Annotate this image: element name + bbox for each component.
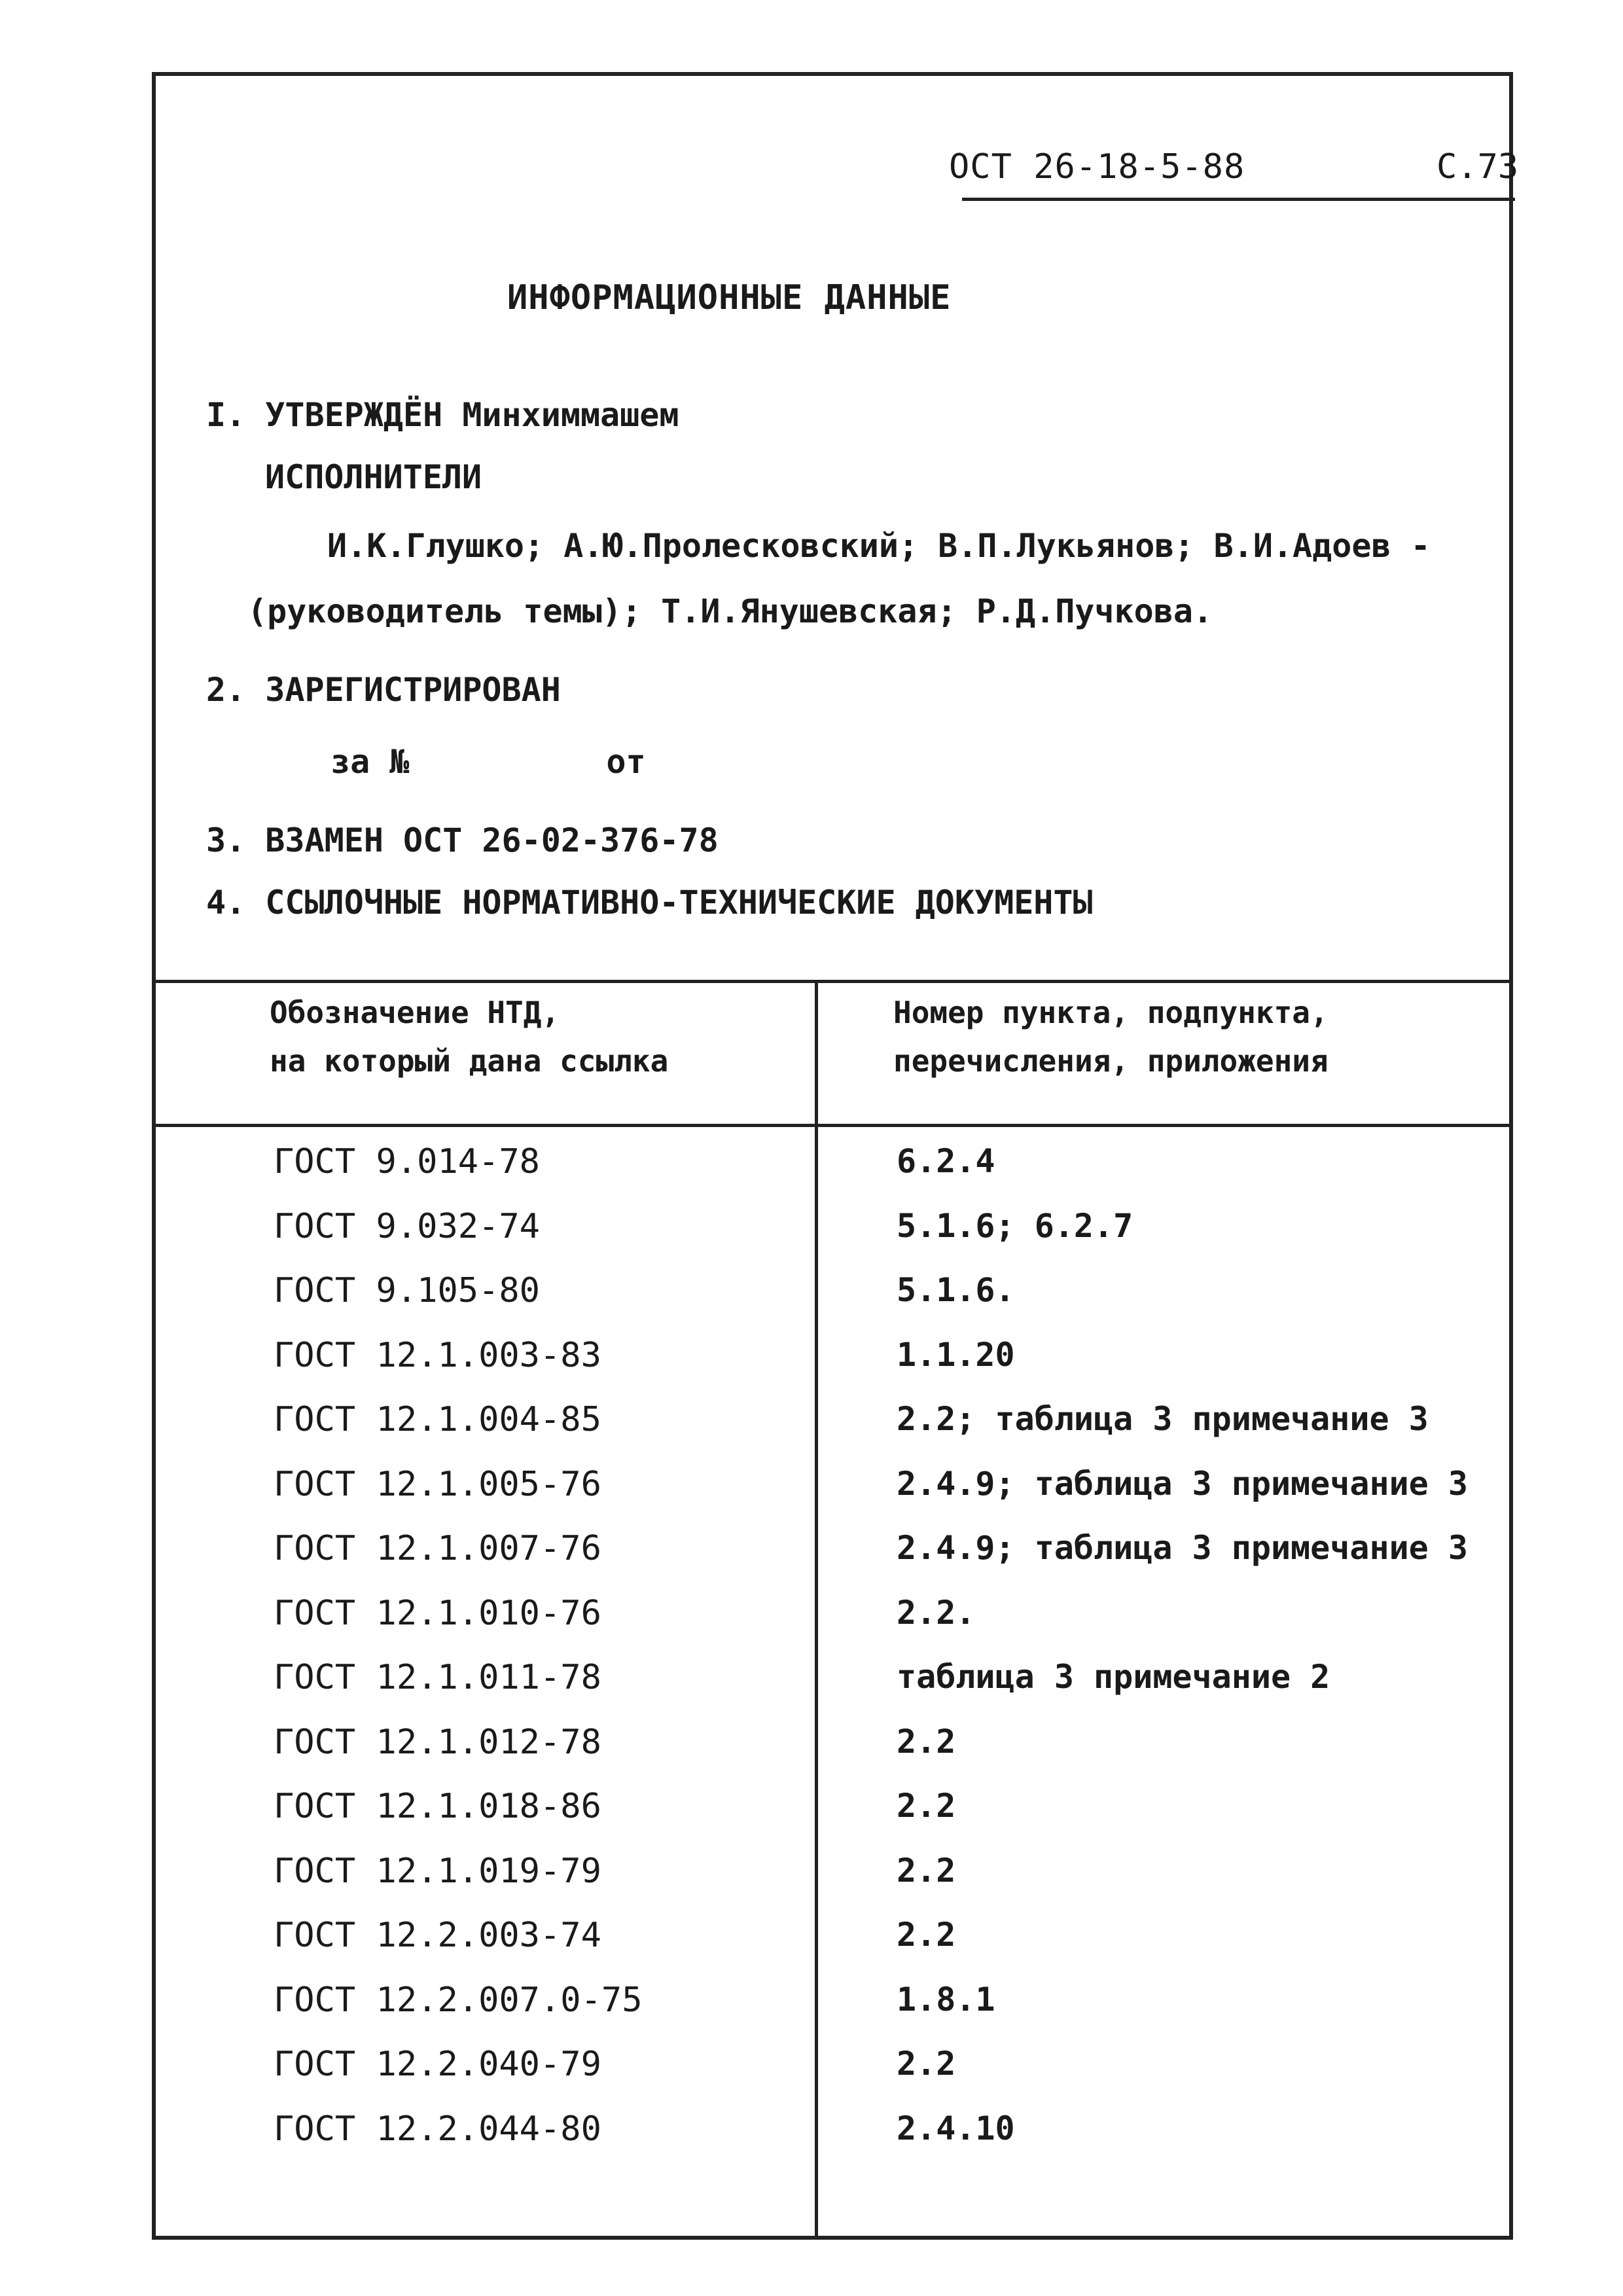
header-underline <box>962 198 1515 201</box>
ntd-designation: ГОСТ 12.1.003-83 <box>274 1335 601 1375</box>
executors-names-line1: И.К.Глушко; А.Ю.Пролесковский; В.П.Лукьянов; В.И.Адоев - <box>327 527 1431 565</box>
references-heading: 4. ССЫЛОЧНЫЕ НОРМАТИВНО-ТЕХНИЧЕСКИЕ ДОКУМЕНТЫ <box>206 884 1093 922</box>
table-row <box>0 1594 1623 1659</box>
ntd-designation: ГОСТ 12.2.040-79 <box>274 2045 601 2084</box>
ntd-designation: ГОСТ 12.2.007.0-75 <box>274 1980 643 2020</box>
table-header-ntd-line2: на который дана ссылка <box>270 1043 669 1079</box>
table-row <box>0 1787 1623 1852</box>
ntd-designation: ГОСТ 9.032-74 <box>274 1206 540 1246</box>
table-row <box>0 1336 1623 1401</box>
ntd-designation: ГОСТ 12.1.011-78 <box>274 1658 601 1697</box>
table-row <box>0 1852 1623 1916</box>
table-header-clause-line2: перечисления, приложения <box>893 1043 1329 1079</box>
ntd-designation: ГОСТ 12.1.007-76 <box>274 1529 601 1568</box>
page-title: ИНФОРМАЦИОННЫЕ ДАННЫЕ <box>507 278 952 317</box>
table-row <box>0 2109 1623 2174</box>
table-row <box>0 2045 1623 2109</box>
table-header-bottom-border <box>152 1124 1513 1127</box>
table-header-clause <box>893 988 1329 1085</box>
table-row <box>0 1658 1623 1723</box>
table-top-border <box>152 980 1513 983</box>
registration-number-line: за № от <box>330 743 646 781</box>
ntd-designation: ГОСТ 12.1.004-85 <box>274 1400 601 1439</box>
table-header-ntd-line1: Обозначение НТД, <box>270 995 560 1030</box>
clause-reference: 2.4.9; таблица 3 примечание 3 <box>897 1529 1468 1567</box>
registered-line: 2. ЗАРЕГИСТРИРОВАН <box>206 671 561 709</box>
ntd-designation: ГОСТ 12.1.010-76 <box>274 1593 601 1633</box>
table-row <box>0 1981 1623 2045</box>
ntd-designation: ГОСТ 12.1.019-79 <box>274 1851 601 1891</box>
page-number: С.73 <box>1436 147 1519 187</box>
clause-reference: таблица 3 примечание 2 <box>897 1658 1330 1696</box>
clause-reference: 2.2 <box>897 2045 956 2083</box>
table-row <box>0 1723 1623 1787</box>
clause-reference: 1.8.1 <box>897 1980 995 2018</box>
ntd-designation: ГОСТ 12.2.003-74 <box>274 1916 601 1955</box>
clause-reference: 2.2 <box>897 1722 956 1761</box>
clause-reference: 2.2 <box>897 1851 956 1890</box>
executors-heading: ИСПОЛНИТЕЛИ <box>265 458 482 496</box>
executors-names-line2: (руководитель темы); Т.И.Янушевская; Р.Д.Пучкова. <box>247 592 1213 630</box>
clause-reference: 2.2 <box>897 1787 956 1825</box>
clause-reference: 2.2. <box>897 1593 976 1632</box>
approved-line: I. УТВЕРЖДЁН Минхиммашем <box>206 396 679 434</box>
ntd-designation: ГОСТ 9.014-78 <box>274 1142 540 1181</box>
clause-reference: 2.4.10 <box>897 2109 1015 2147</box>
document-code: ОСТ 26-18-5-88 <box>949 147 1245 187</box>
clause-reference: 1.1.20 <box>897 1335 1015 1374</box>
clause-reference: 2.2; таблица 3 примечание 3 <box>897 1400 1429 1438</box>
clause-reference: 6.2.4 <box>897 1142 995 1180</box>
table-header-ntd <box>270 988 668 1085</box>
replaces-line: 3. ВЗАМЕН ОСТ 26-02-376-78 <box>206 821 719 859</box>
reference-table-body <box>0 1142 1623 2174</box>
ntd-designation: ГОСТ 12.1.005-76 <box>274 1464 601 1504</box>
ntd-designation: ГОСТ 12.2.044-80 <box>274 2109 601 2149</box>
table-row <box>0 1207 1623 1272</box>
clause-reference: 5.1.6. <box>897 1271 1015 1309</box>
ntd-designation: ГОСТ 12.1.018-86 <box>274 1787 601 1826</box>
ntd-designation: ГОСТ 9.105-80 <box>274 1271 540 1310</box>
table-row <box>0 1400 1623 1465</box>
table-row <box>0 1529 1623 1594</box>
table-row <box>0 1465 1623 1530</box>
table-row <box>0 1271 1623 1336</box>
table-row <box>0 1916 1623 1981</box>
clause-reference: 2.4.9; таблица 3 примечание 3 <box>897 1464 1468 1503</box>
clause-reference: 5.1.6; 6.2.7 <box>897 1206 1133 1245</box>
table-row <box>0 1142 1623 1207</box>
clause-reference: 2.2 <box>897 1916 956 1954</box>
table-header-clause-line1: Номер пункта, подпункта, <box>893 995 1329 1030</box>
ntd-designation: ГОСТ 12.1.012-78 <box>274 1722 601 1762</box>
